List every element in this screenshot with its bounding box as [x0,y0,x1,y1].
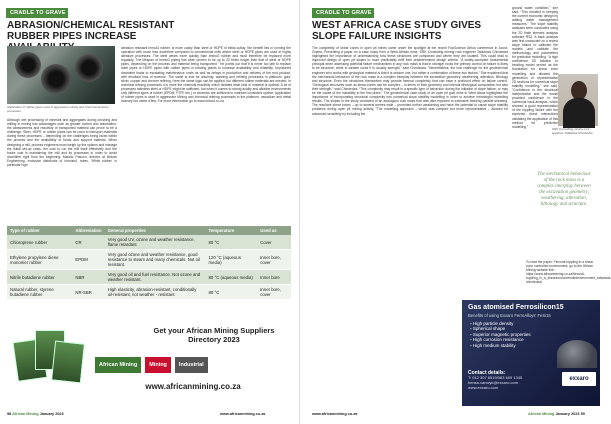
photo-caption: Application of rubber pipes used in aggressive mining and chemical abrasive processes. [7,105,109,113]
section-tag [312,8,374,18]
page-footer [528,412,585,416]
page-number: 58 [7,412,12,416]
section-label: CRADLE TO GRAVE [316,10,372,16]
magazine-cover [51,341,85,384]
article-headline: ABRASION/CHEMICAL RESISTANT RUBBER PIPES INCREASE [7,20,175,42]
benefits-list [470,321,531,348]
advert-subtitle: Benefits of using Exxaro FerroAlloys' FeSi15 [468,313,551,318]
list-item: ▪ Spherical shape [470,326,531,331]
industrial-logo: Industrial [175,357,208,373]
footer-url[interactable]: www.africanmining.co.za [312,412,358,416]
advert-headline: Get your African Mining Suppliers Directory 2023 [153,326,275,344]
ferrosilicon-pile-image [557,340,597,368]
article-column-1: The complexity of shear zones in open pit mines came under the spotlight at the recent RocScience Africa conference in Accra, Ghana. Presenting a paper on a case study from a West African mine, SRK Consulting mining rock engineer Tafadzwa Chindedza highlighted the importance of understanding how these structures are composed and where they are located. This could lead to improved design of open pit slopes to more predictably fulfil their predetermined design criteria. “A widely-accepted fundamental principal when assessing potential failure mechanisms in any rock mass is that in stronger rocks the primary control on failure is likely to be structure, while in weaker rocks it is usually strength,” said Chindedza. “Nevertheless, the real challenge for the geotechnical engineer who works with geological material is that it is seldom one, but rather a combination of these two factors.” She explained that the mechanical behaviour of the rock mass is a complex interplay between the excavation geometry, weathering, alteration, lithology and structure. Even the structures themselves may provide internal complexity that can have a profound effect on failure control. “Geological structures such as shear zones can be complex – in terms of their geometry and internal lithological composition but also their strength,” said Chindedza. “This complexity may result in a specific type of behaviour during the initiation of slope failure, or may be the cause of the instability in the first place.” The geotechnical case study of an open pit gold mine in West Africa highlighted the importance of incorporating structural complexity into numerical slope stability modelling in order to achieve meaningful modelling results. The slopes in the study consisted of an analogous rock mass that was also exposed to extensive bedding parallel shearing. The resultant shear zones – up to several metres wide – promoted further weakening and have the potential to cause slope stability problems during open pit mining activity. “The modelling approach – which was complex but more representative – allowed for advanced sensitivity by including the [312,46,508,116]
column-header: Used as [257,226,291,235]
right-page [300,0,611,424]
footer-date: January 2023 [555,412,580,416]
footer-magazine: African Mining [12,412,39,416]
table-cell: 80 °C [206,235,258,250]
contact-heading: Contact details: [468,370,506,376]
portrait-body [563,98,595,128]
table-cell: 80 °C [206,285,258,300]
list-item: ▪ Superior magnetic properties [470,332,531,337]
hose-end [41,64,71,94]
hose-end [75,54,103,82]
table-cell: Natural rubber, styrene butadiene rubber [7,285,72,300]
advert-url[interactable]: www.africanmining.co.za [145,382,241,391]
table-cell: Inner bore [257,270,291,285]
contact-web[interactable]: www.exxaro.com [468,384,499,390]
article-column-1: Although wet processing of minerals and aggregates during crushing and milling in mining has advantages such as greater control and automation, the abrasiveness and reactivity of transported material can prove to be a challenge. Steel, HDPE or rubber pipes can be used to transport materials during these processes – depending on the challenges being faced within the process and the availability of funds and support material. When designing a mill, process engineers must weigh up the options and manage the initial set-up costs, the cost to run the mill itself effectively and the future cost in maintaining the mill and its processes in order to avoid downtime right from the beginning. Mauritz Pasono, director at Nekool Engineering, exclusive distributor of Immunul, notes, “While rubber, in particular high [7,118,117,168]
rubber-types-table [7,226,291,300]
directory-advert[interactable] [7,320,291,404]
hose-end [15,52,41,78]
footer-date: January 2023 [39,412,64,416]
table-cell: 80 °C (aqueous media) [206,270,258,285]
table-row [7,270,291,285]
footer-magazine: African Mining [528,412,555,416]
table-cell: CR [72,235,104,250]
section-tag [6,8,68,18]
table-cell: Cover [257,235,291,250]
advert-title: Gas atomised Ferrosilicon15 [468,304,564,311]
table-cell: EPDM [72,250,104,270]
list-item: ▪ High medium stability [470,343,531,348]
magazine-stack-image [13,322,83,402]
table-cell: Very good UV, ozone and weather resistance, flame retardant [105,235,206,250]
table-cell: Very good oil and fuel resistance. Not ozone and weather resistant. [105,270,206,285]
table-cell: Nitrile butadiene rubber [7,270,72,285]
table-cell: NR-SBR [72,285,104,300]
table-cell: 120 °C (aqueous media) [206,250,258,270]
rubber-pipes-photo [7,46,115,104]
exxaro-advert[interactable] [462,300,600,406]
list-item: ▪ High corrosion resistance [470,337,531,342]
table-cell: Very good ozone and weather resistance, good resistance to steam and many chemicals. Not oil resistant. [105,250,206,270]
table-row [7,250,291,270]
article-column-2: ground water condition,” she said. “This resulted in keeping the current economic design by adding water management measures.” The slope stability analyses were conducted using the 2D finite element analysis software RS2. A back analysis was first conducted on a recent slope failure to calibrate the models and validate the methodology and parameters for predictive modelling. “A high confidence 3D foliation or bedding model served as the foundation for shear zone modelling and allowed the generation of representative 2D sections for numerical slope stability modelling,” she said. “Confidence in the structural interpretation and the model provided confidence in the numerical back-analysis, which showed a good representation of the toppling failure with the expected direct interactions validating the application of this method for predictive modelling.” [512,6,559,129]
column-header: Type of rubber [7,226,72,235]
contact-details [468,376,522,390]
african-mining-logo: African Mining [95,357,141,373]
mining-logo: Mining [145,357,171,373]
table-cell: Inner bore, cover [257,285,291,300]
article-headline: WEST AFRICA CASE STUDY GIVES SLOPE FAILURE INSIGHTS [312,20,482,42]
read-paper-note: To read the paper: Flexural toppling in a shear zone controlled environment, go to the African Mining website link: https://www.africanmining.co.za/flexural-toppling_in_a_shearzonecontrolledenvironment_tafadzwa-chindedza/ [526,260,611,285]
article-column-2: abrasion resistant immuG rubber, is more costly than steel or HDPE in initial outlay, the benefit lies in running the operation with much less downtime compared to conventional mills where steel or HDPE pipes are used in highly abrasive processes. The steel wears more quickly than immuG rubber and must therefore be replaced more regularly. The lifespan of immuG piping has been proven to be up to 20 times longer than that of steel or HDPE pipes, depending on the process and material being transported.” He points out that it is never too late to replace steel pipes or HDPE pipes with rubber pipes in existing plants to increase availability and reliability. Unplanned downtime leads to escalating maintenance costs as well as delays in production and delivery of the end product, with resultant loss of revenue. The same is true for leaching, washing and refining processes in platinum, gold, silver, copper and chrome refining. Here the same logic can be applied, but different rubber materials are needed. In chemical refining processes it is more the chemical reactivity which dictates what kind of material is optimal. A lot of processes stainless steel or HDPE might be sufficient, but when it comes to strong acidity and alkaline environments only different types of rubber (EPDM, PTFE etc.) or ceramics are sufficient to maintain consistent uptime. Application of rubber pipes is used in aggressive Mining and chemical refining processes in the platinum, vanadium and metal industry but name a few. For more information go to www.nekool.co.za [121,46,291,104]
page-footer [7,412,64,416]
pull-quote-text: The mechanical behaviour of the rock mass is a complex interplay between the excavation geometry, weathering, alteration, lithology and structure. [537,172,591,207]
column-header: Abbreviation [72,226,104,235]
advert-content [7,320,291,404]
column-header: General properties [105,226,206,235]
table-row [7,235,291,250]
list-item: ▪ High particle density [470,321,531,326]
page-number: 59 [580,412,585,416]
table-cell: Chloroprene rubber [7,235,72,250]
table-cell: NBR [72,270,104,285]
table-header-row [7,226,291,235]
column-header: Temperature [206,226,258,235]
section-label: CRADLE TO GRAVE [10,10,66,16]
left-page [0,0,300,424]
table-cell: Ethylene propylene diene monomer rubber [7,250,72,270]
advert-logos [95,357,285,373]
contact-phone: T: 012 307 8519/083 609 1345 [468,375,523,380]
table-cell: High elasticity, abrasion-resistant, conditionally oil-resistant, not weather - resistant [105,285,206,300]
footer-url[interactable]: www.africanmining.co.za [220,412,266,416]
contact-email[interactable]: hensa.vanwyk@exxaro.com [468,379,519,385]
portrait-caption: SRK Consulting mining rock engineer Tafadzwa Chindedza. [552,127,594,135]
table-cell: Inner bore, cover [257,250,291,270]
table-row [7,285,291,300]
exxaro-logo: exxaro [562,372,596,386]
engineer-portrait [558,74,598,126]
